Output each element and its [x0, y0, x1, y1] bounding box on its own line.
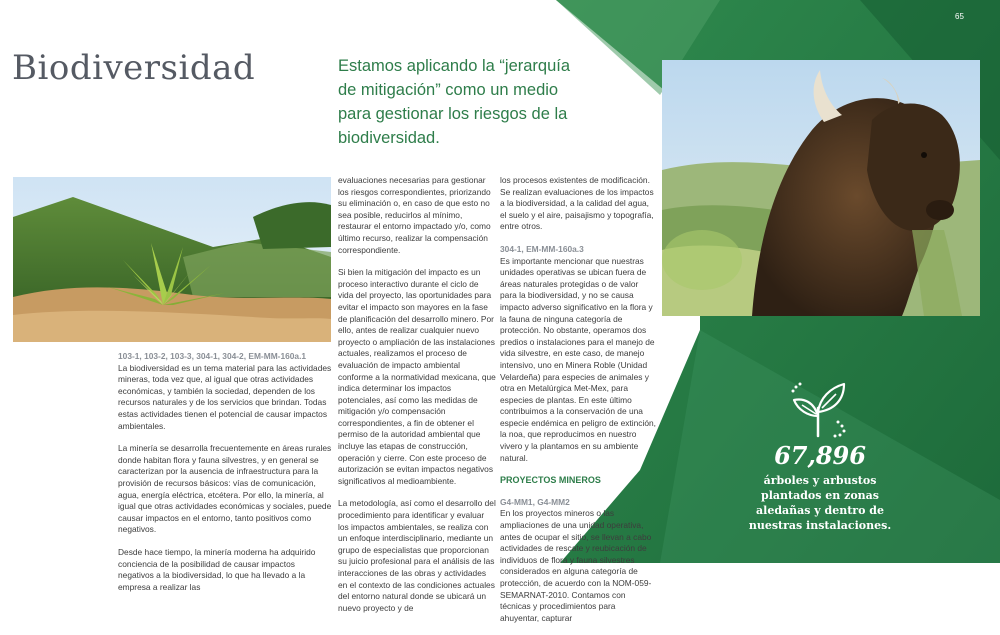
body-paragraph: La minería se desarrolla frecuentemente en áreas rurales donde habitan flora y fauna silvestres, y en general se caracterizan por la ausencia de infraestructura para la provisión de recursos básicos: vías de comunicación, agua, energía eléctrica, etcétera. Por ello, la minería, al igual que otras actividades económicas y sociales, puede causar impactos en el entorno, tanto positivos como negativos. [118, 443, 332, 535]
body-paragraph: evaluaciones necesarias para gestionar los riesgos correspondientes, priorizando su eliminación o, en caso de que esto no sea posible, reducirlos al mínimo, restaurar el entorno impactado y/o, como último recurso, realizar la compensación correspondiente. [338, 175, 491, 255]
gri-reference: G4-MM1, G4-MM2 [500, 496, 570, 507]
gri-reference: 304-1, EM-MM-160a.3 [500, 243, 584, 254]
body-paragraph: los procesos existentes de modificación. Se realizan evaluaciones de los impactos a la biodiversidad, a la calidad del agua, el suelo y el aire, paisajismo y topografía, entre otros. [500, 175, 654, 232]
agave-landscape-photo [13, 177, 331, 342]
text-column-3 [500, 175, 656, 635]
body-paragraph: Es importante mencionar que nuestras unidades operativas se ubican fuera de áreas naturales protegidas o de valor para la biodiversidad, y no se causa impacto adverso significativo en la flora y la fauna de ninguna categoría de protección. No obstante, operamos dos predios o instalaciones para el manejo de vida silvestre, en este caso, de manejo intensivo, uno en Minera Roble (Unidad Velardeña) para especies de animales y otra en Metalúrgica Met-Mex, para especies de plantas. En este último contribuimos a la conservación de una especie endémica en peligro de extinción, la noa, que reproducimos en nuestro vivero y la plantamos en su ambiente natural. [500, 255, 656, 463]
body-paragraph: Si bien la mitigación del impacto es un proceso interactivo durante el ciclo de vida del proyecto, las oportunidades para evitar el impacto son mayores en la fase de planificación del desarrollo minero. Por ello, antes de realizar cualquier nuevo proyecto o ampliación de las instalaciones actuales, realizamos el proceso de evaluación de impacto ambiental conforme a la normatividad mexicana, que indica determinar los impactos potenciales, así como las medidas de mitigación y/o compensación correspondientes, a fin de obtener el permiso de la autoridad ambiental que incluye las etapas de construcción, operación y cierre. Con este proceso de autorización se evitan impactos negativos significativos al medioambiente. [338, 267, 496, 486]
gri-reference: 103-1, 103-2, 103-3, 304-1, 304-2, EM-MM-160a.1 [118, 351, 307, 361]
body-paragraph: La metodología, así como el desarrollo del procedimiento para identificar y evaluar los impactos ambientales, se realiza con un enfoque interdisciplinario, mediante un grupo de especialistas que proporcionan su juicio profesional para el análisis de las interacciones de las obras y actividades en el contexto de las condiciones actuales del entorno natural donde se ubicará un nuevo proyecto y de [338, 498, 496, 613]
text-column-2 [338, 175, 496, 625]
section-subheading: PROYECTOS MINEROS [500, 475, 601, 486]
pull-quote: Estamos aplicando la “jerarquía de mitigación” como un medio para gestionar los riesgos de la biodiversidad. [338, 57, 571, 147]
sprout-leaves-icon [786, 378, 850, 442]
body-paragraph: La biodiversidad es un tema material para las actividades mineras, toda vez que, al igual que otras actividades económicas, y también la sociedad, dependen de los recursos naturales y de los servicios que brindan. Todas estas actividades tienen el potencial de causar impactos ambientales. [118, 362, 332, 431]
stat-number: 67,896 [774, 441, 866, 470]
body-paragraph: En los proyectos mineros o las ampliaciones de una unidad operativa, antes de ocupar el sitio, se llevan a cabo actividades de rescate y reubicación de individuos de flora y fauna silvestres considerados en alguna categoría de protección, de acuerdo con la NOM-059-SEMARNAT-2010. Contamos con técnicas y procedimientos para ahuyentar, capturar [500, 508, 652, 623]
page-number: 65 [955, 12, 964, 21]
page-title: Biodiversidad [12, 48, 256, 88]
bison-photo [662, 60, 980, 316]
body-paragraph: Desde hace tiempo, la minería moderna ha adquirido conciencia de la posibilidad de causar impactos negativos a la biodiversidad, lo que ha llevado a la empresa a realizar las [118, 546, 316, 592]
stat-description: árboles y arbustos plantados en zonas aledañas y dentro de nuestras instalaciones. [748, 474, 892, 532]
text-column-1 [118, 351, 332, 604]
